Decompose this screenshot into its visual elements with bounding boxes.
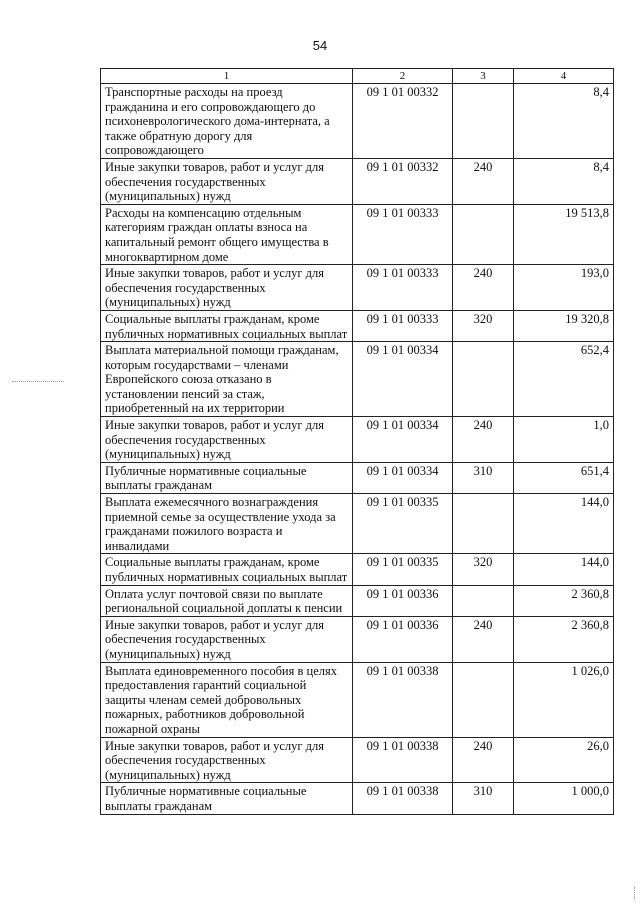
row-code-cell: 09 1 01 00334 — [353, 342, 453, 417]
row-name-cell: Иные закупки товаров, работ и услуг для обеспечения государственных (муниципальных) нужд — [101, 417, 353, 463]
table-row — [101, 737, 614, 783]
row-amount-cell: 8,4 — [514, 84, 614, 159]
row-type-cell: 240 — [453, 616, 514, 662]
margin-scan-mark — [12, 381, 64, 382]
row-code-cell: 09 1 01 00333 — [353, 204, 453, 264]
row-type-cell: 310 — [453, 783, 514, 814]
row-code-cell: 09 1 01 00336 — [353, 585, 453, 616]
row-code-cell: 09 1 01 00334 — [353, 462, 453, 493]
table-row — [101, 585, 614, 616]
row-code-cell: 09 1 01 00334 — [353, 417, 453, 463]
table-row — [101, 783, 614, 814]
row-name-cell: Оплата услуг почтовой связи по выплате региональной социальной доплаты к пенсии — [101, 585, 353, 616]
table-row — [101, 158, 614, 204]
row-type-cell: 320 — [453, 554, 514, 585]
row-type-cell: 240 — [453, 265, 514, 311]
row-amount-cell: 652,4 — [514, 342, 614, 417]
row-amount-cell: 8,4 — [514, 158, 614, 204]
table-row — [101, 310, 614, 341]
column-header-name: 1 — [101, 69, 353, 84]
table-row — [101, 265, 614, 311]
row-amount-cell: 1 026,0 — [514, 662, 614, 737]
row-amount-cell: 26,0 — [514, 737, 614, 783]
row-name-cell: Иные закупки товаров, работ и услуг для обеспечения государственных (муниципальных) нужд — [101, 158, 353, 204]
row-name-cell: Выплата ежемесячного вознаграждения приемной семье за осуществление ухода за гражданами пожилого возраста и инвалидами — [101, 494, 353, 554]
row-code-cell: 09 1 01 00332 — [353, 158, 453, 204]
row-name-cell: Иные закупки товаров, работ и услуг для обеспечения государственных (муниципальных) нужд — [101, 265, 353, 311]
row-type-cell — [453, 84, 514, 159]
row-name-cell: Социальные выплаты гражданам, кроме публичных нормативных социальных выплат — [101, 310, 353, 341]
table-row — [101, 462, 614, 493]
row-amount-cell: 19 320,8 — [514, 310, 614, 341]
row-amount-cell: 651,4 — [514, 462, 614, 493]
table-row — [101, 84, 614, 159]
row-name-cell: Иные закупки товаров, работ и услуг для обеспечения государственных (муниципальных) нужд — [101, 737, 353, 783]
row-name-cell: Выплата материальной помощи гражданам, которым государствами – членами Европейского союза отказано в установлении пенсий за стаж, приобретенный на их территории — [101, 342, 353, 417]
row-amount-cell: 193,0 — [514, 265, 614, 311]
row-amount-cell: 144,0 — [514, 494, 614, 554]
row-type-cell — [453, 585, 514, 616]
row-name-cell: Публичные нормативные социальные выплаты гражданам — [101, 783, 353, 814]
row-name-cell: Расходы на компенсацию отдельным категориям граждан оплаты взноса на капитальный ремонт общего имущества в многоквартирном доме — [101, 204, 353, 264]
row-code-cell: 09 1 01 00333 — [353, 265, 453, 311]
table-row — [101, 554, 614, 585]
row-amount-cell: 1,0 — [514, 417, 614, 463]
row-amount-cell: 1 000,0 — [514, 783, 614, 814]
table-row — [101, 616, 614, 662]
row-type-cell: 240 — [453, 158, 514, 204]
row-code-cell: 09 1 01 00338 — [353, 662, 453, 737]
row-name-cell: Публичные нормативные социальные выплаты гражданам — [101, 462, 353, 493]
row-amount-cell: 2 360,8 — [514, 616, 614, 662]
table-row — [101, 662, 614, 737]
table-header-row — [101, 69, 614, 84]
row-type-cell — [453, 494, 514, 554]
page-number: 54 — [312, 38, 328, 53]
column-header-amount: 4 — [514, 69, 614, 84]
table-row — [101, 342, 614, 417]
budget-table — [100, 68, 614, 815]
column-header-code: 2 — [353, 69, 453, 84]
row-name-cell: Выплата единовременного пособия в целях предоставления гарантий социальной защиты членам семей добровольных пожарных, работников добровольной пожарной охраны — [101, 662, 353, 737]
margin-scan-mark-right — [634, 887, 636, 899]
row-type-cell — [453, 342, 514, 417]
row-name-cell: Транспортные расходы на проезд гражданина и его сопровождающего до психоневрологического дома-интерната, а также обратную дорогу для сопровождающего — [101, 84, 353, 159]
row-amount-cell: 2 360,8 — [514, 585, 614, 616]
row-type-cell: 310 — [453, 462, 514, 493]
row-code-cell: 09 1 01 00333 — [353, 310, 453, 341]
row-code-cell: 09 1 01 00338 — [353, 783, 453, 814]
table-row — [101, 417, 614, 463]
row-type-cell: 240 — [453, 417, 514, 463]
table-row — [101, 204, 614, 264]
row-name-cell: Социальные выплаты гражданам, кроме публичных нормативных социальных выплат — [101, 554, 353, 585]
row-amount-cell: 19 513,8 — [514, 204, 614, 264]
row-type-cell: 240 — [453, 737, 514, 783]
row-name-cell: Иные закупки товаров, работ и услуг для обеспечения государственных (муниципальных) нужд — [101, 616, 353, 662]
row-code-cell: 09 1 01 00335 — [353, 494, 453, 554]
column-header-type: 3 — [453, 69, 514, 84]
row-type-cell — [453, 662, 514, 737]
row-type-cell — [453, 204, 514, 264]
row-code-cell: 09 1 01 00332 — [353, 84, 453, 159]
row-type-cell: 320 — [453, 310, 514, 341]
row-code-cell: 09 1 01 00335 — [353, 554, 453, 585]
row-code-cell: 09 1 01 00336 — [353, 616, 453, 662]
table-row — [101, 494, 614, 554]
table-body — [101, 84, 614, 815]
row-amount-cell: 144,0 — [514, 554, 614, 585]
row-code-cell: 09 1 01 00338 — [353, 737, 453, 783]
